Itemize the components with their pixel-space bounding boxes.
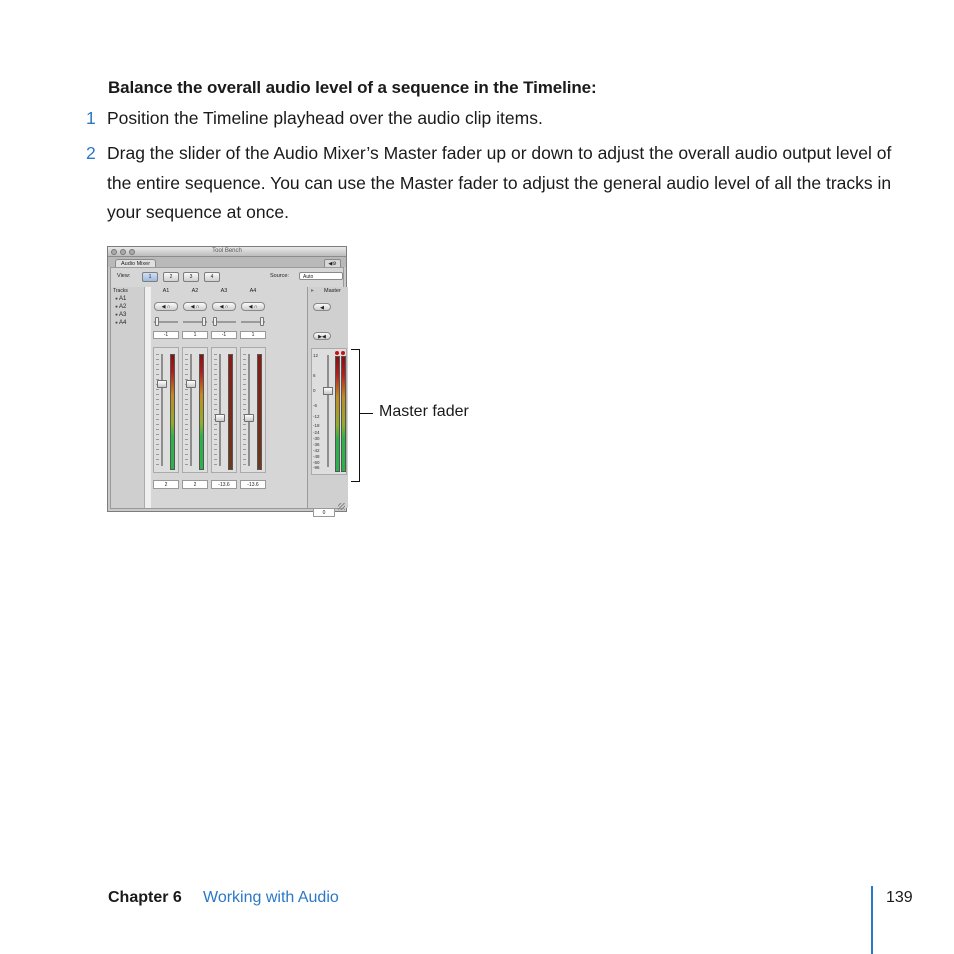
mute-solo-buttons[interactable]: ◀ ∩ (183, 302, 207, 311)
master-mute-button[interactable]: ◀ (313, 303, 331, 311)
scale-label: -12 (313, 414, 320, 419)
level-meter (257, 354, 262, 470)
fader-value[interactable]: -13.6 (211, 480, 237, 489)
fader-slot (161, 354, 163, 466)
fader-ticks (243, 354, 246, 466)
level-meter (199, 354, 204, 470)
level-meter (170, 354, 175, 470)
tab-row (108, 257, 346, 267)
view-row (111, 268, 343, 286)
speaker-options-icon[interactable]: ◀⚙ (324, 259, 341, 269)
fader-slot (219, 354, 221, 466)
fader-track (240, 347, 266, 473)
pan-value[interactable]: -1 (153, 331, 179, 339)
scale-label: 0 (313, 388, 316, 393)
callout-label: Master fader (379, 403, 469, 420)
pan-knob[interactable] (260, 317, 264, 326)
view-button-1[interactable]: 1 (142, 272, 158, 282)
fader-value[interactable]: 2 (182, 480, 208, 489)
audio-mixer-screenshot (107, 246, 347, 516)
channel-strip-a3 (211, 287, 237, 502)
scale-label: -18 (313, 423, 320, 428)
fader-knob[interactable] (244, 414, 254, 422)
scale-label: -36 (313, 442, 320, 447)
step-number: 2 (86, 143, 96, 163)
scale-label: 12 (313, 353, 319, 358)
mixer-panel (110, 267, 344, 516)
track-item[interactable]: ● A3 (115, 312, 126, 318)
mute-solo-buttons[interactable]: ◀ ∩ (212, 302, 236, 311)
fader-track (153, 347, 179, 473)
scale-label: 6 (313, 373, 316, 378)
channel-strip-a4 (240, 287, 266, 502)
master-level-meter (341, 356, 346, 472)
strip-label: A2 (191, 288, 199, 294)
meter-level (229, 355, 232, 469)
master-fader-knob[interactable] (323, 387, 333, 395)
master-fader-slot (327, 355, 329, 467)
meter-level (171, 355, 174, 469)
scale-label: -96 (313, 465, 320, 470)
downmix-button[interactable]: ▶◀ (313, 332, 331, 340)
source-select[interactable]: Auto (299, 272, 343, 280)
fader-knob[interactable] (215, 414, 225, 422)
footer-divider (871, 886, 873, 954)
callout-line (360, 413, 373, 414)
clip-indicator (341, 351, 345, 355)
fader-ticks (156, 354, 159, 466)
master-value[interactable]: 0 (313, 508, 335, 517)
fader-knob[interactable] (186, 380, 196, 388)
pan-value[interactable]: 1 (182, 331, 208, 339)
scale-label: -42 (313, 448, 320, 453)
mute-solo-buttons[interactable]: ◀ ∩ (154, 302, 178, 311)
meter-level (336, 357, 339, 471)
scale-label: -6 (313, 403, 318, 408)
fader-value[interactable]: -13.6 (240, 480, 266, 489)
pan-knob[interactable] (213, 317, 217, 326)
scale-label: -60 (313, 460, 320, 465)
mute-solo-buttons[interactable]: ◀ ∩ (241, 302, 265, 311)
strip-label: A1 (162, 288, 170, 294)
window-titlebar (108, 247, 346, 257)
source-label: Source: (270, 273, 289, 279)
pan-knob[interactable] (202, 317, 206, 326)
expand-arrow-icon[interactable]: ▸ (311, 288, 315, 294)
tab-audio-mixer[interactable]: Audio Mixer (115, 259, 156, 269)
fader-knob[interactable] (157, 380, 167, 388)
view-button-4[interactable]: 4 (204, 272, 220, 282)
fader-slot (248, 354, 250, 466)
tracks-header: Tracks (113, 288, 128, 294)
fader-slot (190, 354, 192, 466)
page-number: 139 (886, 889, 913, 906)
fader-ticks (214, 354, 217, 466)
footer-chapter: Chapter 6 (108, 889, 182, 906)
clip-indicator (335, 351, 339, 355)
scale-label: -24 (313, 430, 320, 435)
level-meter (228, 354, 233, 470)
strip-label: A4 (249, 288, 257, 294)
strip-label: A3 (220, 288, 228, 294)
view-button-3[interactable]: 3 (183, 272, 199, 282)
track-item[interactable]: ● A2 (115, 304, 126, 310)
fader-ticks (185, 354, 188, 466)
footer-chapter-title: Working with Audio (203, 889, 339, 906)
pan-value[interactable]: -1 (211, 331, 237, 339)
window-title: Tool Bench (212, 248, 242, 254)
step-text: Position the Timeline playhead over the audio clip items. (107, 108, 543, 128)
track-item[interactable]: ● A4 (115, 320, 126, 326)
callout-bracket (351, 349, 360, 482)
resize-grip-icon[interactable] (338, 503, 345, 510)
meter-level (258, 355, 261, 469)
tracks-scrollbar[interactable] (144, 287, 151, 508)
track-item[interactable]: ● A1 (115, 296, 126, 302)
master-level-meter (335, 356, 340, 472)
master-section (307, 287, 348, 516)
master-fader (311, 348, 347, 475)
pan-value[interactable]: 1 (240, 331, 266, 339)
channel-strip-a1 (153, 287, 179, 502)
fader-track (182, 347, 208, 473)
step-number: 1 (86, 108, 96, 128)
view-label: View: (117, 273, 131, 279)
meter-level (200, 355, 203, 469)
section-heading: Balance the overall audio level of a sequence in the Timeline: (108, 78, 597, 97)
meter-level (342, 357, 345, 471)
step-text: Drag the slider of the Audio Mixer’s Master fader up or down to adjust the overall audio output level of the entire sequence. You can use the Master fader to adjust the general audio level of all the tracks in your sequence at once. (107, 143, 892, 222)
scale-label: -30 (313, 436, 320, 441)
scale-label: -48 (313, 454, 320, 459)
channel-strip-a2 (182, 287, 208, 502)
view-button-2[interactable]: 2 (163, 272, 179, 282)
fader-track (211, 347, 237, 473)
fader-value[interactable]: 2 (153, 480, 179, 489)
pan-knob[interactable] (155, 317, 159, 326)
master-label: Master (324, 288, 341, 294)
